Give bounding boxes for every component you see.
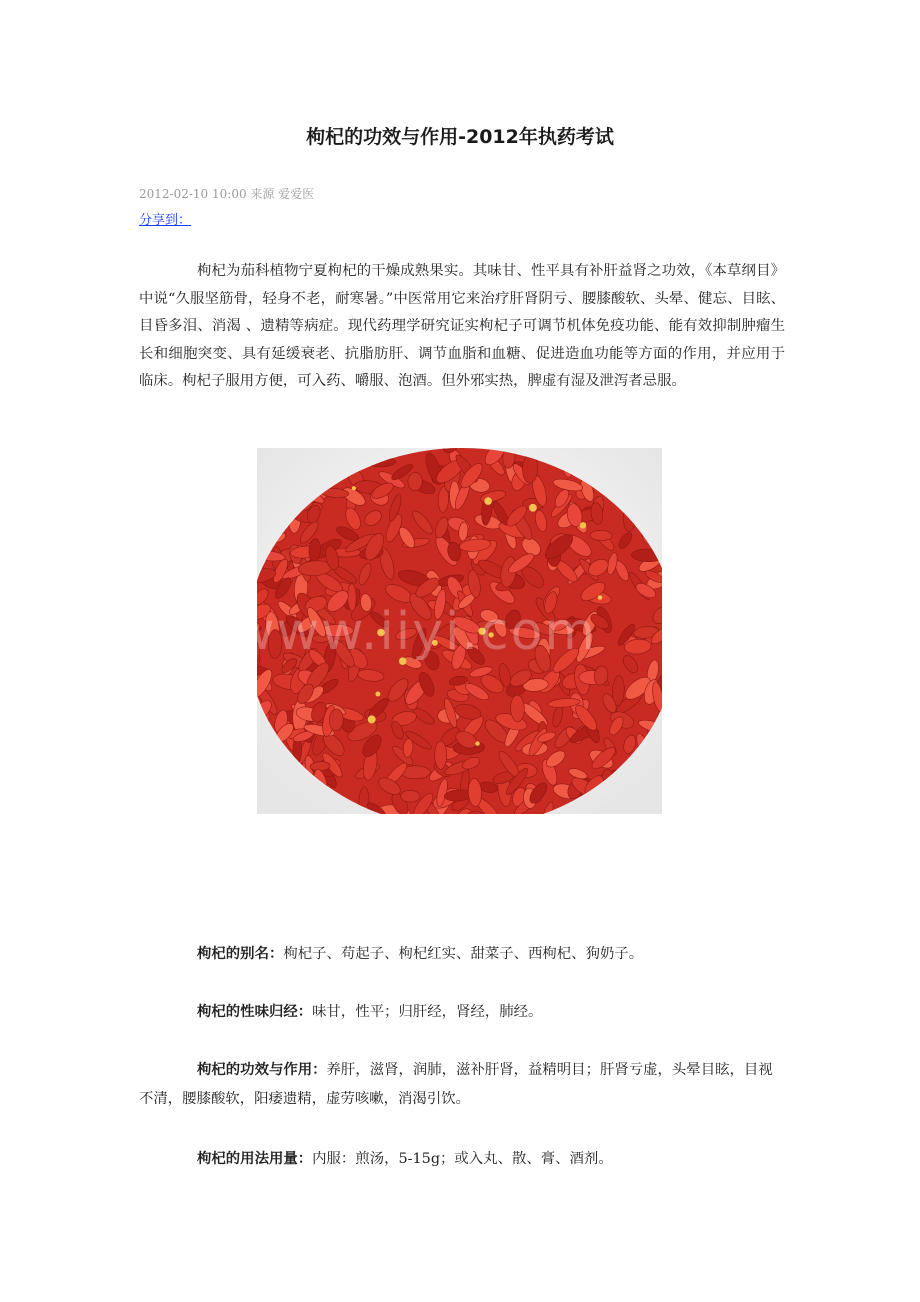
berry-stem-highlight: [598, 595, 603, 600]
photo-watermark: www.iiyi.com: [232, 602, 598, 662]
berry-stem-highlight: [377, 629, 385, 637]
article-meta: 2012-02-10 10:00 来源 爱爱医: [139, 187, 315, 201]
berry-stem-highlight: [375, 692, 380, 697]
berry-stem-highlight: [529, 504, 537, 512]
page-title: 枸杞的功效与作用-2012年执药考试: [306, 126, 614, 148]
goji-berry-image: [257, 448, 662, 814]
berry-stem-highlight: [488, 632, 493, 637]
berry-stem-highlight: [432, 640, 438, 646]
goji-berry: [400, 790, 420, 802]
section-alias-label: 枸杞的别名：: [197, 946, 284, 962]
section-effects: [139, 1056, 785, 1114]
section-effects-text: 养肝，滋肾，润肺，滋补肝肾，益精明目；肝肾亏虚，头晕目眩，目视不清，腰膝酸软，阳痿遗精，虚劳咳嗽，消渴引饮。: [139, 1062, 773, 1107]
berry-stem-highlight: [399, 657, 407, 665]
berry-stem-highlight: [478, 628, 485, 635]
berry-stem-highlight: [475, 741, 479, 745]
section-nature: [139, 998, 785, 1027]
berry-stem-highlight: [580, 522, 586, 528]
goji-berry: [347, 584, 356, 612]
section-dosage-label: 枸杞的用法用量：: [197, 1151, 313, 1167]
section-alias-text: 枸杞子、苟起子、枸杞红实、甜菜子、西枸杞、狗奶子。: [283, 946, 644, 962]
section-nature-text: 味甘，性平；归肝经，肾经，肺经。: [312, 1004, 543, 1020]
section-effects-label: 枸杞的功效与作用：: [197, 1062, 327, 1078]
section-dosage: [139, 1145, 785, 1174]
berry-stem-highlight: [484, 497, 492, 505]
berry-stem-highlight: [352, 486, 356, 490]
section-nature-label: 枸杞的性味归经：: [197, 1004, 313, 1020]
section-alias: [139, 940, 785, 969]
goji-berry-photo: [257, 448, 662, 814]
section-dosage-text: 内服：煎汤，5-15g；或入丸、散、膏、酒剂。: [312, 1151, 613, 1167]
share-link[interactable]: 分享到：: [139, 213, 192, 228]
goji-berry: [435, 741, 447, 769]
goji-berry: [268, 629, 282, 658]
intro-paragraph: 枸杞为茄科植物宁夏枸杞的干燥成熟果实。其味甘、性平具有补肝益肾之功效，《本草纲目》中说“久服坚筋骨，轻身不老，耐寒暑。”中医常用它来治疗肝肾阴亏、腰膝酸软、头晕、健忘、目眩、目昏多泪、消渴 、遗精等病症。现代药理学研究证实枸杞子可调节机体免疫功能、能有效抑制肿瘤生长和细胞突变、具有延缓衰老、抗脂肪肝、调节血脂和血糖、促进造血功能等方面的作用，并应用于临床。枸杞子服用方便，可入药、嚼服、泡酒。但外邪实热，脾虚有湿及泄泻者忌服。: [139, 263, 785, 389]
berry-stem-highlight: [368, 715, 376, 723]
